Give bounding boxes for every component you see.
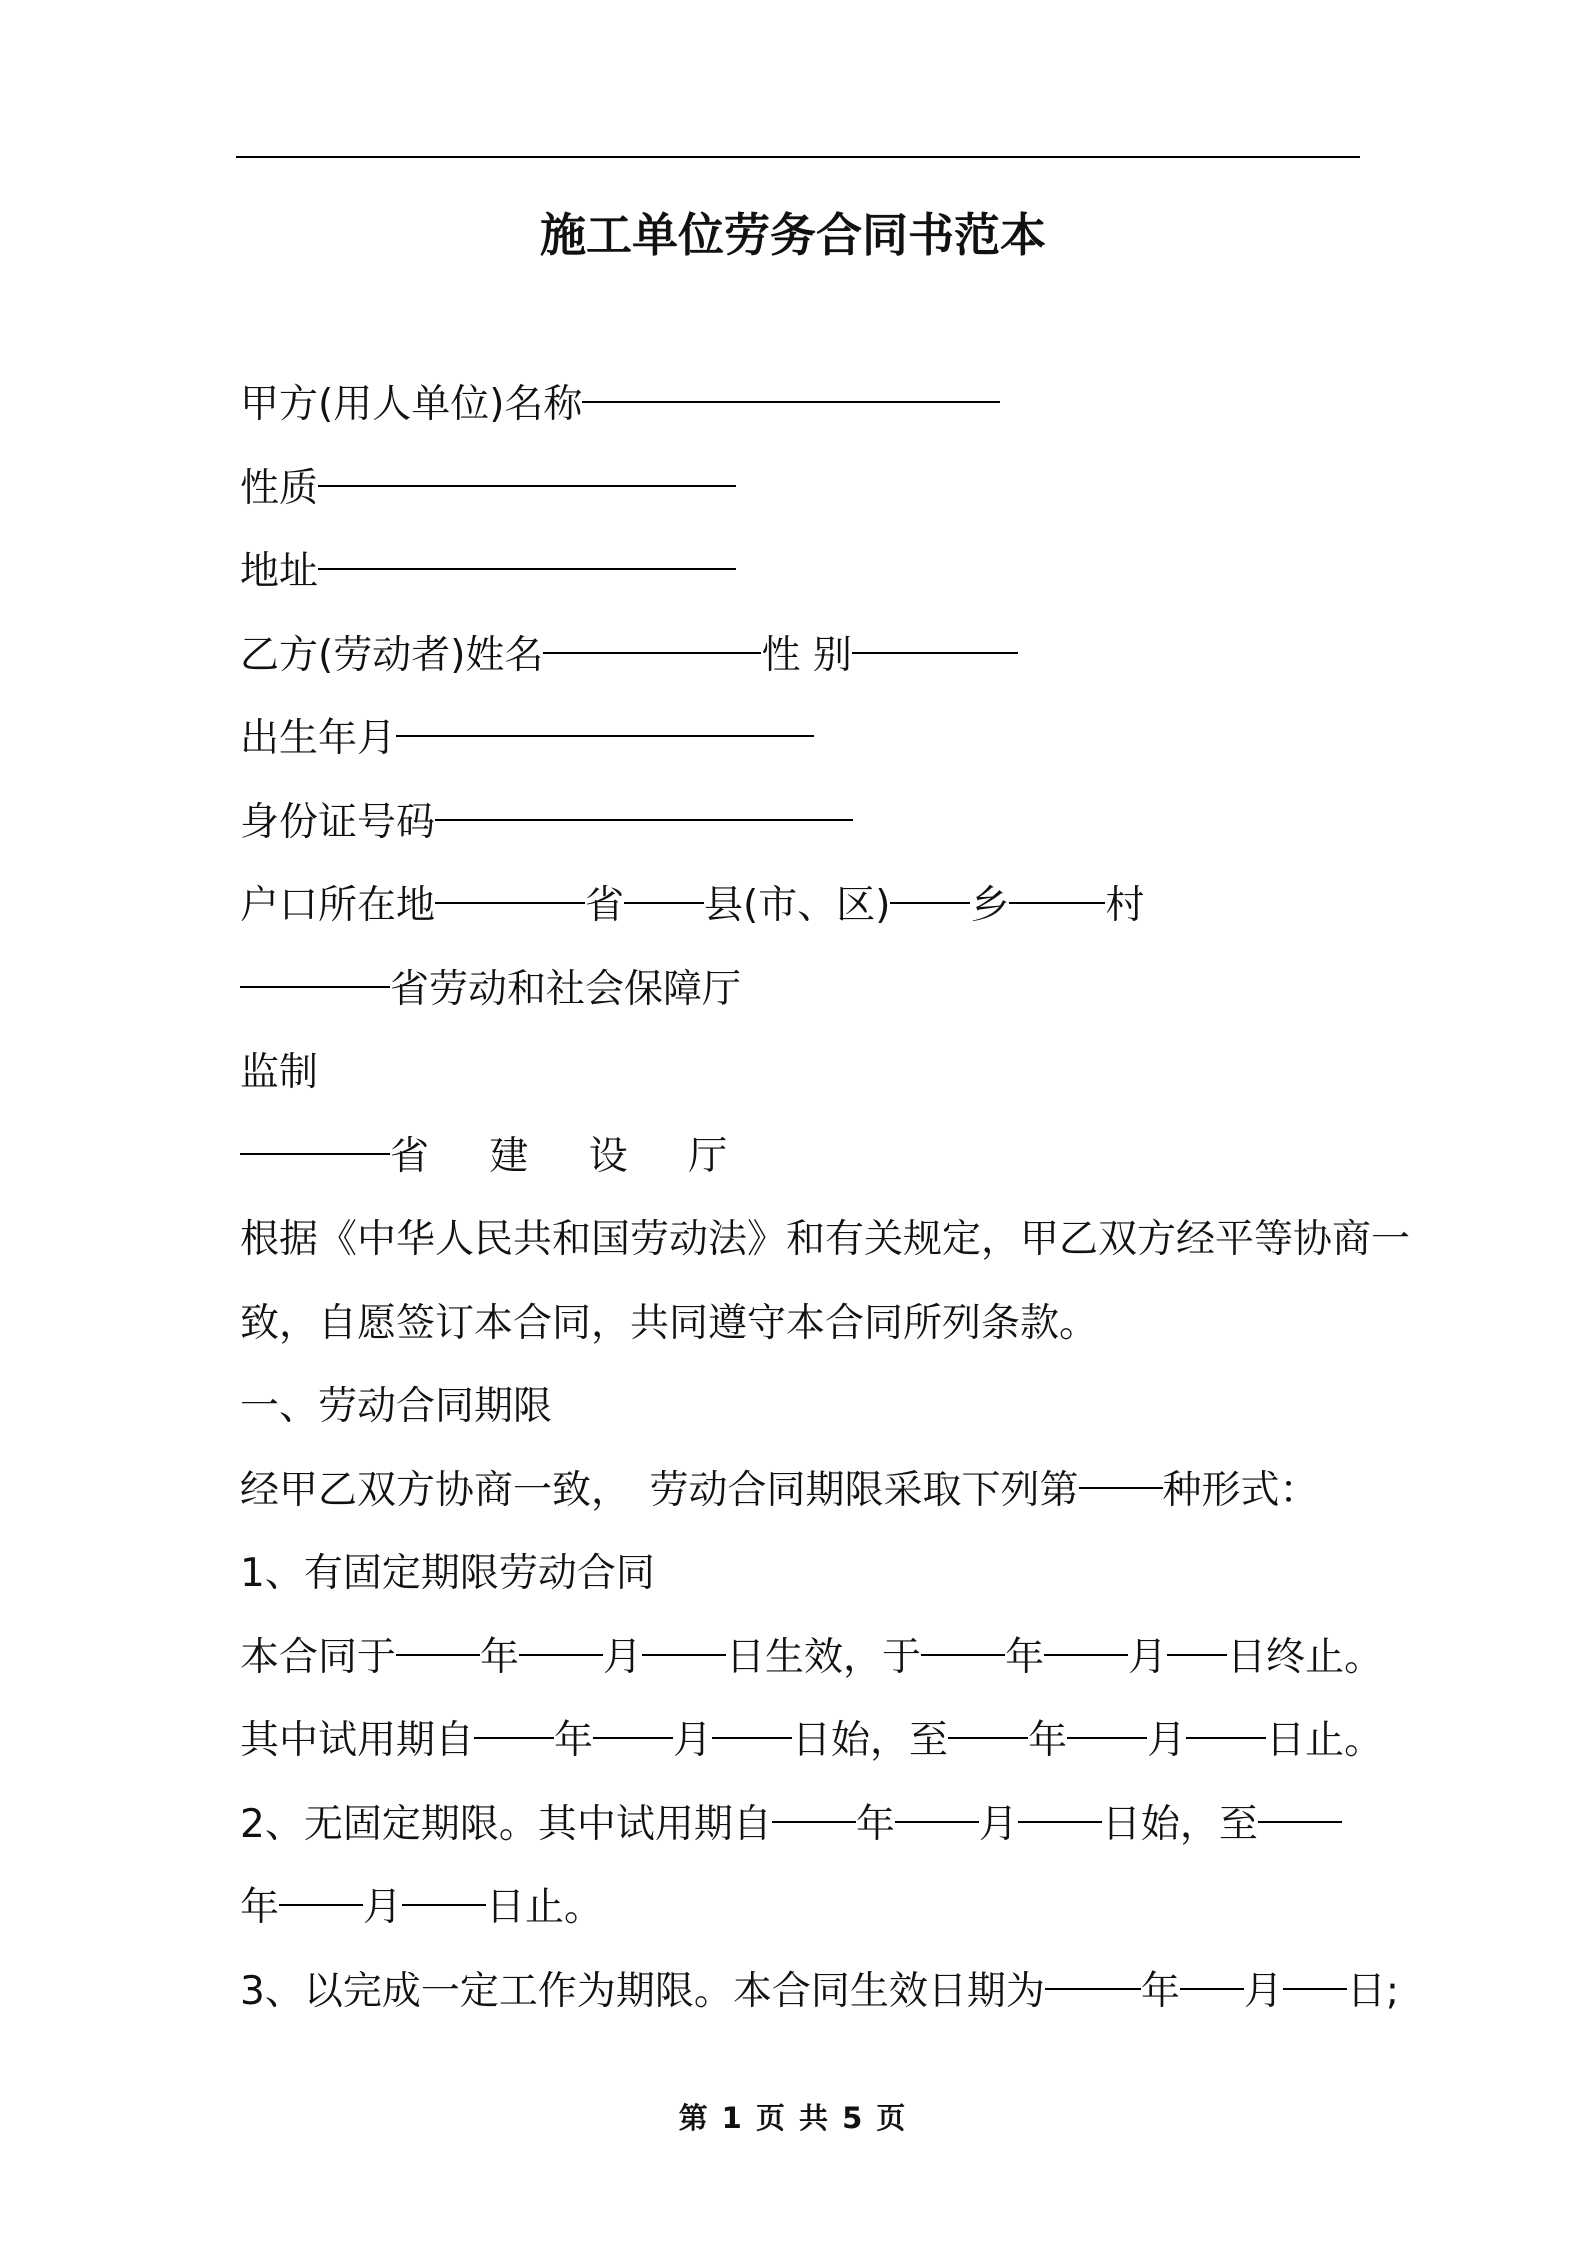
contract-form-suffix: 种形式： [1162,1467,1319,1513]
party-a-name-label: 甲方(用人单位)名称 [240,382,583,427]
party-b-id-field[interactable] [435,789,853,821]
party-b-gender-field[interactable] [852,622,1018,654]
item-2-trial-start-year-field[interactable] [772,1791,856,1823]
construction-dept-province-field[interactable] [240,1123,390,1155]
party-b-name-label: 乙方(劳动者)姓名 [240,632,544,678]
item-1-term-mid: 日生效，于 [726,1634,922,1680]
end-year-field[interactable] [921,1624,1005,1656]
preamble-line-2: 致，自愿签订本合同，共同遵守本合同所列条款。 [240,1300,1099,1346]
hukou-county-field[interactable] [624,872,704,904]
party-a-nature-line [240,447,1360,531]
item-3-day-field[interactable] [1283,1958,1347,1990]
supervise-line [240,1031,1360,1115]
hukou-township-label: 乡 [970,883,1010,928]
labor-dept-line [240,948,1360,1032]
section-1-heading: 一、劳动合同期限 [240,1384,553,1429]
party-b-name-field[interactable] [543,622,761,654]
trial-start-label: 其中试用期自 [240,1718,475,1763]
party-b-hukou-line [240,864,1360,948]
item-1-term-start: 本合同于 [240,1634,397,1680]
year-label: 年 [554,1718,594,1763]
supervise-label: 监制 [240,1050,319,1095]
trial-mid-label: 日始，至 [792,1718,949,1763]
item-1-term-end: 日终止。 [1227,1634,1384,1680]
construction-dept-line [240,1115,1360,1199]
month-label: 月 [978,1801,1018,1847]
trial-start-day-field[interactable] [712,1707,792,1739]
party-b-gender-label: 性 别 [761,632,852,678]
month-label: 月 [363,1885,403,1930]
document-body [240,363,1411,2033]
month-label: 月 [603,1634,643,1680]
item-3-month-field[interactable] [1180,1958,1244,1990]
contract-form-line [240,1449,1360,1533]
end-day-field[interactable] [1167,1624,1227,1656]
item-2-end: 日止。 [486,1885,604,1930]
hukou-village-label: 村 [1105,883,1145,928]
item-2-mid: 日始，至 [1101,1801,1258,1847]
item-1-title: 1、有固定期限劳动合同 [240,1551,655,1596]
item-2-trial-end-month-field[interactable] [279,1874,363,1906]
party-b-name-line [240,614,1360,698]
party-b-hukou-label: 户口所在地 [240,883,436,928]
labor-dept-province-field[interactable] [240,956,390,988]
document-title: 施工单位劳务合同书范本 [540,208,1046,262]
item-1-trial-line [240,1699,1384,1783]
contract-form-intro: 经甲乙双方协商一致， 劳动合同期限采取下列第 [240,1467,1079,1513]
trial-end-day-field[interactable] [1186,1707,1266,1739]
party-a-nature-label: 性质 [240,465,319,511]
item-3-line [240,1950,1399,2034]
page-footer: 第 1 页 共 5 页 [678,2101,908,2135]
item-3-end: 日; [1346,1968,1399,2014]
trial-end-year-field[interactable] [948,1707,1028,1739]
party-b-birth-label: 出生年月 [240,716,397,761]
party-a-address-line [240,530,1360,614]
labor-dept-label: 省劳动和社会保障厅 [390,966,742,1012]
item-2-trial-start-day-field[interactable] [1018,1791,1102,1823]
hukou-province-field[interactable] [435,872,585,904]
party-b-birth-line [240,697,1360,781]
effective-year-field[interactable] [396,1624,480,1656]
party-b-id-label: 身份证号码 [240,799,436,845]
year-label: 年 [1028,1718,1068,1763]
preamble-line-1: 根据《中华人民共和国劳动法》和有关规定，甲乙双方经平等协商一 [240,1217,1411,1262]
year-label: 年 [240,1885,280,1930]
item-2-trial-end-day-field[interactable] [402,1874,486,1906]
year-label: 年 [1005,1634,1045,1680]
month-label: 月 [1243,1968,1283,2014]
item-2-line [240,1783,1360,1867]
item-2-line-cont [240,1866,1360,1950]
end-month-field[interactable] [1044,1624,1128,1656]
year-label: 年 [480,1634,520,1680]
hukou-county-label: 县(市、区) [704,883,891,928]
trial-start-year-field[interactable] [474,1707,554,1739]
item-3-start: 3、以完成一定工作为期限。本合同生效日期为 [240,1968,1045,2014]
contract-form-field[interactable] [1079,1457,1163,1489]
item-2-trial-start-month-field[interactable] [895,1791,979,1823]
hukou-province-label: 省 [585,883,625,928]
construction-dept-label: 省 建 设 厅 [390,1133,752,1179]
party-a-nature-field[interactable] [318,455,736,487]
party-b-id-line [240,781,1360,865]
month-label: 月 [1128,1634,1168,1680]
party-a-name-field[interactable] [582,371,1000,403]
item-2-trial-end-year-field[interactable] [1258,1791,1342,1823]
month-label: 月 [1147,1718,1187,1763]
year-label: 年 [855,1801,895,1847]
trial-end-month-field[interactable] [1067,1707,1147,1739]
party-a-name-line [240,363,1360,447]
header-rule [236,156,1360,158]
party-a-address-label: 地址 [240,549,319,594]
trial-end-label: 日止。 [1266,1718,1384,1763]
trial-start-month-field[interactable] [593,1707,673,1739]
effective-day-field[interactable] [642,1624,726,1656]
effective-month-field[interactable] [519,1624,603,1656]
hukou-township-field[interactable] [890,872,970,904]
item-1-term-line [240,1616,1384,1700]
item-3-year-field[interactable] [1045,1958,1141,1990]
year-label: 年 [1140,1968,1180,2014]
item-2-start: 2、无固定期限。其中试用期自 [240,1801,772,1847]
month-label: 月 [673,1718,713,1763]
party-a-address-field[interactable] [318,538,736,570]
hukou-village-field[interactable] [1009,872,1105,904]
party-b-birth-field[interactable] [396,705,814,737]
